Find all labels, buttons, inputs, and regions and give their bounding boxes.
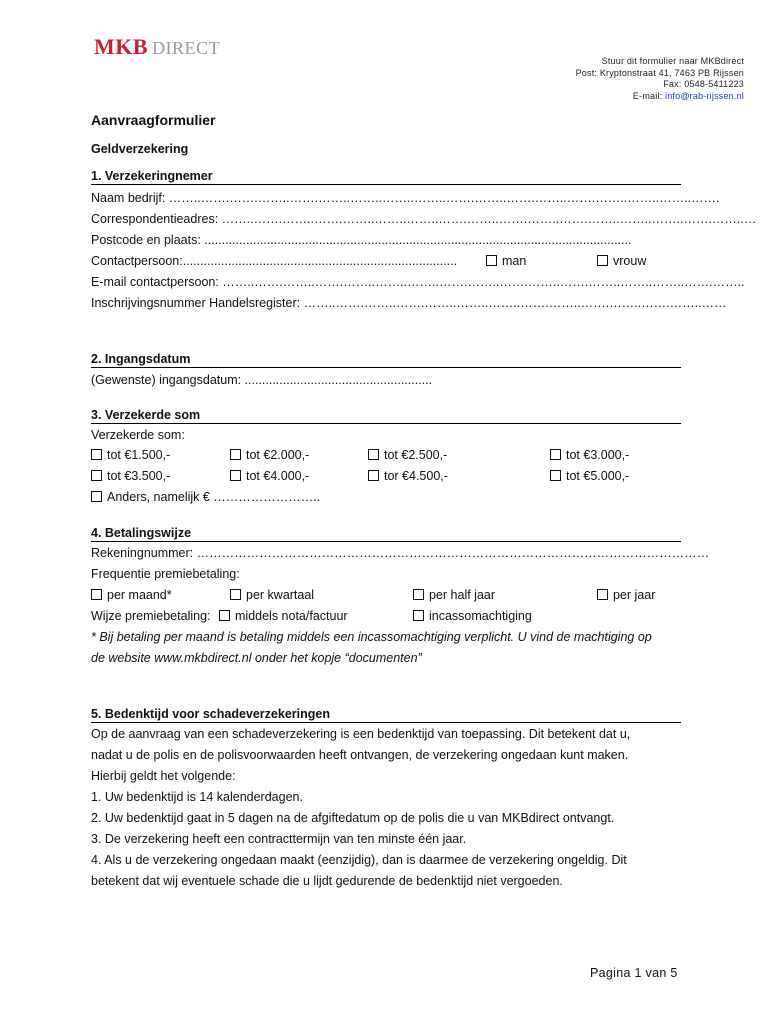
field-handelsregister[interactable]: Inschrijvingsnummer Handelsregister: ……..…….……..…….……..……..……..…….……..…….……..…….……..……	[91, 296, 727, 310]
checkbox[interactable]	[550, 449, 561, 460]
field-email-contactpersoon[interactable]: E-mail contactpersoon: ……..…….……..…….……..……..……..…….……..…….……..…….……..……..……..…….……..	[91, 275, 745, 289]
option-label: tot €2.500,-	[384, 448, 448, 462]
field-correspondentieadres[interactable]: Correspondentieadres: ……..…….……..…….……..……..……..…….……..…….……..…….……..……..……..…….……..…	[91, 212, 757, 226]
address-fax: Fax: 0548-5411223	[663, 79, 744, 89]
option-nota[interactable]	[219, 609, 348, 623]
option-per-half-jaar[interactable]	[413, 588, 495, 602]
option-som-2500[interactable]	[368, 448, 447, 462]
option-som-anders[interactable]	[91, 490, 320, 504]
option-per-jaar[interactable]	[597, 588, 655, 602]
option-label: middels nota/factuur	[235, 609, 348, 623]
option-label: tot €1.500,-	[107, 448, 171, 462]
label-man: man	[502, 254, 527, 268]
paragraph-line: Op de aanvraag van een schadeverzekering is een bedenktijd van toepassing. Dit betekent dat u,	[91, 727, 631, 741]
logo-mkb: MKB	[94, 34, 149, 59]
checkbox[interactable]	[91, 449, 102, 460]
field-postcode-plaats[interactable]: Postcode en plaats: ...........................................................................................................................	[91, 233, 632, 247]
checkbox[interactable]	[368, 470, 379, 481]
checkbox[interactable]	[230, 470, 241, 481]
checkbox-man[interactable]	[486, 255, 497, 266]
option-label: tot €3.500,-	[107, 469, 171, 483]
option-som-4500[interactable]	[368, 469, 448, 483]
section-2-heading: 2. Ingangsdatum	[91, 352, 681, 368]
checkbox[interactable]	[91, 491, 102, 502]
option-som-1500[interactable]	[91, 448, 170, 462]
option-label: per maand*	[107, 588, 172, 602]
section-4-heading: 4. Betalingswijze	[91, 526, 681, 542]
option-som-2000[interactable]	[230, 448, 309, 462]
page-subtitle: Geldverzekering	[91, 142, 189, 156]
option-label: per kwartaal	[246, 588, 315, 602]
section-5-heading: 5. Bedenktijd voor schadeverzekeringen	[91, 707, 681, 723]
address-email	[576, 91, 744, 103]
checkbox[interactable]	[219, 610, 230, 621]
note-line-1: * Bij betaling per maand is betaling middels een incassomachtiging verplicht. U vind de machtiging op	[91, 630, 652, 644]
option-label: tor €4.500,-	[384, 469, 448, 483]
paragraph-line: nadat u de polis en de polisvoorwaarden heeft ontvangen, de verzekering ongedaan kunt maken.	[91, 748, 629, 762]
field-naam-bedrijf[interactable]: Naam bedrijf: ……..…….…….……..…….……..……..……..……..…….……..…….……..…….……..……..……..…….	[91, 191, 720, 205]
option-label: tot €2.000,-	[246, 448, 310, 462]
option-label: per half jaar	[429, 588, 496, 602]
address-line2: Post: Kryptonstraat 41, 7463 PB Rijssen	[575, 67, 744, 78]
checkbox[interactable]	[368, 449, 379, 460]
mkb-direct-logo	[94, 34, 220, 60]
section-1-heading: 1. Verzekeringnemer	[91, 169, 681, 185]
option-per-kwartaal[interactable]	[230, 588, 314, 602]
list-item: 4. Als u de verzekering ongedaan maakt (eenzijdig), dan is daarmee de verzekering ongeldig. Dit	[91, 853, 627, 867]
field-ingangsdatum[interactable]: (Gewenste) ingangsdatum: ......................................................	[91, 373, 433, 387]
page-number: Pagina 1 van 5	[590, 966, 678, 980]
label-verzekerde-som: Verzekerde som:	[91, 428, 185, 442]
option-label: tot €5.000,-	[566, 469, 630, 483]
list-item: 2. Uw bedenktijd gaat in 5 dagen na de afgiftedatum op de polis die u van MKBdirect ontvangt.	[91, 811, 615, 825]
option-som-5000[interactable]	[550, 469, 629, 483]
checkbox[interactable]	[413, 589, 424, 600]
option-label: tot €4.000,-	[246, 469, 310, 483]
checkbox[interactable]	[550, 470, 561, 481]
list-item: 3. De verzekering heeft een contracttermijn van ten minste één jaar.	[91, 832, 467, 846]
option-per-maand[interactable]	[91, 588, 172, 602]
checkbox[interactable]	[230, 589, 241, 600]
email-link[interactable]: info@rab-rijssen.nl	[665, 90, 744, 101]
list-item: betekent dat wij eventuele schade die u lijdt gedurende de bedenktijd niet vergoeden.	[91, 874, 563, 888]
checkbox[interactable]	[413, 610, 424, 621]
option-som-4000[interactable]	[230, 469, 309, 483]
option-incasso[interactable]	[413, 609, 532, 623]
address-block	[576, 56, 744, 102]
checkbox[interactable]	[230, 449, 241, 460]
option-label: incassomachtiging	[429, 609, 532, 623]
option-label: Anders, namelijk € ……………………..	[107, 490, 321, 504]
logo-direct: DIRECT	[152, 38, 221, 58]
section-3-heading: 3. Verzekerde som	[91, 408, 681, 424]
option-man[interactable]	[486, 254, 526, 268]
option-som-3500[interactable]	[91, 469, 170, 483]
email-label: E-mail:	[632, 90, 666, 101]
label-vrouw: vrouw	[613, 254, 647, 268]
option-som-3000[interactable]	[550, 448, 629, 462]
option-vrouw[interactable]	[597, 254, 646, 268]
option-label: tot €3.000,-	[566, 448, 630, 462]
list-item: 1. Uw bedenktijd is 14 kalenderdagen.	[91, 790, 303, 804]
checkbox-vrouw[interactable]	[597, 255, 608, 266]
checkbox[interactable]	[91, 589, 102, 600]
label-wijze: Wijze premiebetaling:	[91, 609, 211, 623]
note-line-2: de website www.mkbdirect.nl onder het kopje “documenten”	[91, 651, 422, 665]
field-contactpersoon[interactable]: Contactpersoon:...............................................................................	[91, 254, 458, 268]
option-label: per jaar	[613, 588, 656, 602]
address-line1: Stuur dit formulier naar MKBdirect	[601, 56, 744, 66]
paragraph-line: Hierbij geldt het volgende:	[91, 769, 236, 783]
checkbox[interactable]	[597, 589, 608, 600]
checkbox[interactable]	[91, 470, 102, 481]
page-title: Aanvraagformulier	[91, 112, 216, 128]
label-frequentie: Frequentie premiebetaling:	[91, 567, 240, 581]
field-rekeningnummer[interactable]: Rekeningnummer: ……………………………………………………………………………………………………………	[91, 546, 710, 560]
